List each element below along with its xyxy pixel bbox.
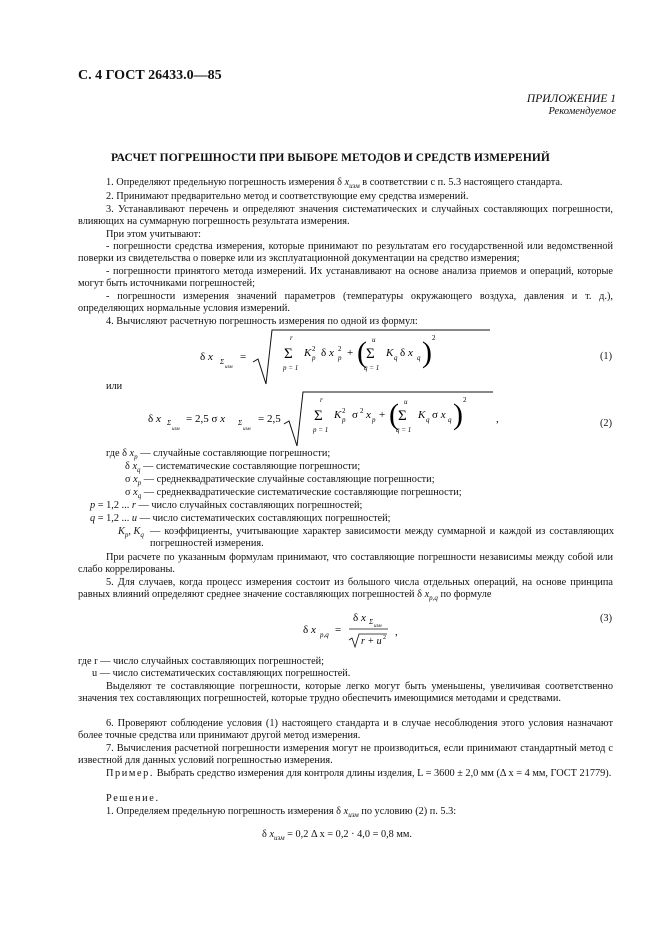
svg-text:изм: изм (172, 427, 180, 432)
item-3: 3. Устанавливают перечень и определяют значения систематических и случайных составляющих погрешности, влияющих на суммарную погрешность результата измерения. (78, 204, 613, 228)
or-word: или (106, 381, 123, 392)
svg-text:2: 2 (432, 334, 436, 342)
example-label: Пример. (106, 768, 155, 779)
solution-step-1-text: 1. Определяем предельную погрешность измерения δ (106, 806, 342, 817)
svg-text:δ x: δ x (148, 413, 161, 425)
svg-text:,: , (395, 626, 398, 638)
svg-text:δ x: δ x (400, 347, 413, 359)
section-title: РАСЧЕТ ПОГРЕШНОСТИ ПРИ ВЫБОРЕ МЕТОДОВ И СРЕДСТВ ИЗМЕРЕНИЙ (111, 152, 550, 164)
svg-text:Σ: Σ (167, 419, 172, 427)
def-4: σ $x_q$ — среднеквадратические систематические составляющие погрешности; (125, 487, 462, 501)
equation-3-number: (3) (600, 613, 613, 624)
final-equation: δ $x_{изм} = 0,2$ Δ x = 0,2 · 4,0 = 0,8 мм. (262, 829, 413, 843)
final-equation-text: = 0,2 Δ x = 0,2 · 4,0 = 0,8 мм. (287, 829, 413, 840)
svg-text:r + u: r + u (361, 636, 382, 647)
svg-text:изм: изм (374, 624, 382, 629)
equation-2 (148, 390, 508, 448)
svg-text:p: p (342, 416, 346, 424)
def-5: p = 1,2 ... r — число случайных составляющих погрешностей; (90, 500, 363, 511)
consider-line: При этом учитывают: (106, 229, 201, 240)
example-text: Выбрать средство измерения для контроля длины изделия, L = 3600 ± 2,0 мм (Δ x = 4 мм, ГОСТ 21779). (156, 768, 612, 779)
svg-text:K: K (334, 409, 342, 421)
svg-text:Σ: Σ (314, 408, 323, 424)
solution-step-1-end: по условию (2) п. 5.3: (361, 806, 457, 817)
where-label: где (106, 448, 120, 459)
svg-text:δ x: δ x (200, 351, 213, 363)
svg-text:K: K (304, 347, 312, 359)
appendix-note: Рекомендуемое (548, 106, 616, 117)
svg-text:= 2,5 σ x: = 2,5 σ x (186, 413, 226, 425)
svg-text:Σ: Σ (369, 618, 374, 626)
def-7-text: — коэффициенты, учитывающие характер зависимости между суммарной и каждой из составляющих погрешностей измерения. (150, 526, 614, 550)
svg-text:p: p (312, 354, 316, 362)
item-1-text: 1. Определяют предельную погрешность измерения δ (106, 177, 343, 188)
def-1-text: — случайные составляющие погрешности; (140, 448, 331, 459)
page-header-code: С. 4 ГОСТ 26433.0—85 (78, 68, 222, 83)
equation-2-number: (2) (600, 418, 613, 429)
def-7-symbols: $K_p$, $K_q$ (118, 526, 144, 540)
svg-text:u: u (372, 336, 376, 344)
item-2: 2. Принимают предварительно метод и соответствующие ему средства измерений. (106, 191, 469, 202)
svg-text:Σ: Σ (366, 346, 375, 362)
item-5-text-end: по формуле (440, 589, 492, 601)
example (78, 768, 613, 780)
independence-note: При расчете по указанным формулам принимают, что составляющие погрешности независимы между собой или слабо коррелированы. (78, 552, 613, 576)
item-5: 5. Для случаев, когда процесс измерения состоит из большого числа отдельных операций, на основе принципа равных влияний определяют среднее значение составляющих погрешностей δ $x_{p,q}$ по формуле (78, 577, 613, 603)
def-3-text: — среднеквадратические случайные составляющие погрешности; (143, 474, 435, 485)
svg-text:p: p (338, 354, 342, 362)
svg-text:u: u (404, 398, 408, 406)
svg-text:(: ( (357, 336, 367, 369)
equation-1 (200, 328, 490, 386)
item-1: 1. Определяют предельную погрешность измерения δ $x_{изм}$ в соответствии с п. 5.3 настоящего стандарта. (106, 177, 563, 191)
select-note: Выделяют те составляющие погрешности, которые легко могут быть уменьшены, увеличивая соответственно значения тех составляющих погрешностей, которые трудно обеспечить имеющимися методами и средствами. (78, 681, 613, 705)
equation-3 (303, 607, 403, 651)
svg-text:q: q (417, 354, 421, 362)
svg-text:Σ: Σ (220, 358, 225, 366)
svg-text:x: x (366, 409, 371, 421)
svg-text:2: 2 (338, 345, 342, 353)
svg-text:q: q (426, 416, 430, 424)
equation-1-number: (1) (600, 351, 613, 362)
item-1-text-end: в соответствии с п. 5.3 настоящего стандарта. (362, 177, 563, 188)
def-1: где δ $x_p$ — случайные составляющие погрешности; (106, 448, 331, 462)
bullet-2: - погрешности принятого метода измерений. Их устанавливают на основе анализа приемов и операций, которые могут быть источниками погрешностей; (78, 266, 613, 290)
def-4-text: — среднеквадратические систематические составляющие погрешности; (143, 487, 462, 498)
svg-text:p,q: p,q (320, 631, 329, 639)
def-6-text: — число систематических составляющих погрешностей; (139, 513, 391, 524)
def-6: q = 1,2 ... u — число систематических составляющих погрешностей; (90, 513, 391, 524)
solution-step-1: 1. Определяем предельную погрешность измерения δ $x_{изм}$ по условию (2) п. 5.3: (106, 806, 457, 820)
svg-text:q: q (448, 416, 452, 424)
item-6: 6. Проверяют соблюдение условия (1) настоящего стандарта и в случае несоблюдения этого условия назначают более точные средства или принимают другой метод измерения. (78, 718, 613, 742)
svg-text:=: = (335, 624, 342, 636)
bullet-3: - погрешности измерения значений параметров (температуры окружающего воздуха, давления и т. д.), определяющих нормальные условия измерений. (78, 291, 613, 315)
svg-text:2: 2 (463, 396, 467, 404)
svg-text:2: 2 (342, 407, 346, 415)
where-r: где r — число случайных составляющих погрешностей; (78, 656, 325, 667)
svg-text:2: 2 (383, 635, 386, 641)
item-5-text: 5. Для случаев, когда процесс измерения состоит из большого числа отдельных операций, на основе принципа равных влияний определяют среднее значение составляющих погрешностей δ (78, 577, 613, 601)
bullet-1: - погрешности средства измерения, которые принимают по результатам его государственной или ведомственной поверки из свидетельства о поверке или из эксплуатационной документации на средство измерения; (78, 241, 613, 265)
svg-text:p = 1: p = 1 (283, 364, 299, 372)
svg-text:q: q (394, 354, 398, 362)
svg-text:Σ: Σ (398, 408, 407, 424)
item-4: 4. Вычисляют расчетную погрешность измерения по одной из формул: (106, 316, 418, 327)
svg-text:K: K (386, 347, 394, 359)
solution-label: Решение. (106, 793, 160, 804)
svg-text:p = 1: p = 1 (313, 426, 329, 434)
svg-text:2: 2 (360, 407, 364, 415)
item-7: 7. Вычисления расчетной погрешности измерения могут не производиться, если принимают стандартный метод с известной для данных условий погрешностью измерения. (78, 743, 613, 767)
svg-text:q = 1: q = 1 (396, 426, 412, 434)
svg-text:r: r (320, 396, 323, 404)
svg-text:r: r (290, 334, 293, 342)
svg-text:Σ: Σ (238, 419, 243, 427)
def-5-text: — число случайных составляющих погрешностей; (138, 500, 363, 511)
def-2-text: — систематические составляющие погрешности; (143, 461, 361, 472)
svg-text:δ x: δ x (321, 347, 334, 359)
svg-text:+: + (379, 409, 386, 421)
svg-text:δ x: δ x (353, 612, 366, 624)
svg-text:): ) (453, 398, 463, 431)
svg-text:K: K (418, 409, 426, 421)
svg-text:= 2,5: = 2,5 (258, 413, 281, 425)
svg-text:Σ: Σ (284, 346, 293, 362)
def-2: δ $x_q$ — систематические составляющие погрешности; (125, 461, 361, 475)
svg-text:σ x: σ x (432, 409, 446, 421)
svg-text:2: 2 (312, 345, 316, 353)
svg-text:): ) (422, 336, 432, 369)
def-7 (150, 526, 614, 551)
svg-text:,: , (496, 413, 499, 425)
svg-text:(: ( (389, 398, 399, 431)
svg-text:p: p (372, 416, 376, 424)
svg-text:изм: изм (243, 427, 251, 432)
appendix-label: ПРИЛОЖЕНИЕ 1 (526, 93, 616, 105)
svg-text:σ: σ (352, 409, 358, 421)
svg-text:q = 1: q = 1 (364, 364, 380, 372)
svg-text:δ x: δ x (303, 624, 316, 636)
svg-text:=: = (240, 351, 247, 363)
svg-text:изм: изм (225, 365, 233, 370)
svg-text:+: + (347, 347, 354, 359)
def-3: σ $x_p$ — среднеквадратические случайные составляющие погрешности; (125, 474, 435, 488)
where-u: u — число систематических составляющих погрешностей. (92, 668, 351, 679)
